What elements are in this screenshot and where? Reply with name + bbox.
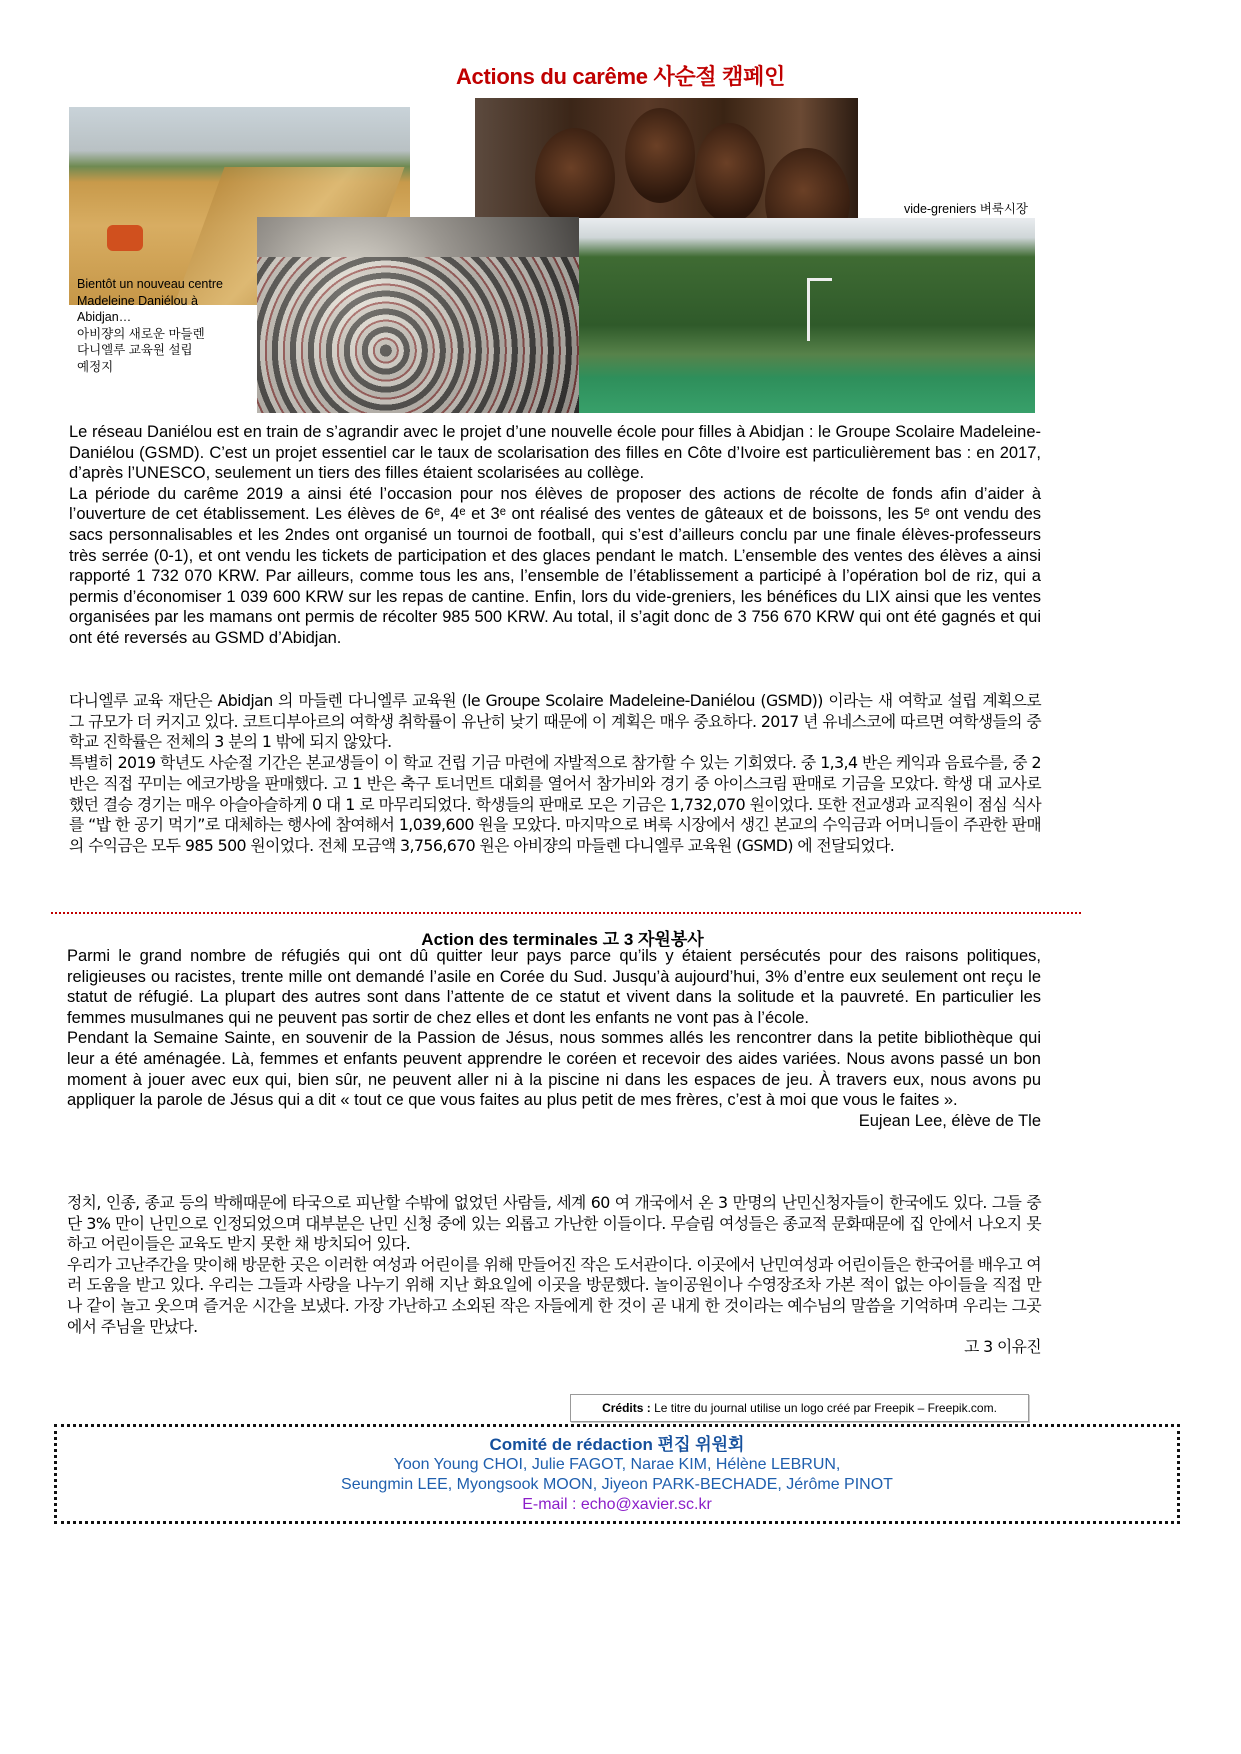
paragraph: Parmi le grand nombre de réfugiés qui ont dû quitter leur pays parce qu’ils y étaient persécutés pour des raisons politiques, religieuses ou racistes, trente mille ont demandé l’asile en Corée du Sud. Jusqu’à aujourd’hui, 3% d’entre eux seulement ont reçu le statut de réfugié. La plupart des autres sont dans l’attente de ce statut et vivent dans la solitude et la pauvreté. En particulier les femmes musulmanes qui ne peuvent pas sortir de chez elles et dont les enfants ne vont pas à l’école. [67, 947, 1041, 1027]
credits-text: Le titre du journal utilise un logo créé par Freepik – Freepik.com. [650, 1401, 997, 1415]
paragraph: 정치, 인종, 종교 등의 박해때문에 타국으로 피난할 수밖에 없었던 사람들, 세계 60 여 개국에서 온 3 만명의 난민신청자들이 한국에도 있다. 그들 중 단 3% 만이 난민으로 인정되었으며 대부분은 난민 신청 중에 있는 외롭고 가난한 이들이다. 무슬림 여성들은 종교적 문화때문에 집 안에서 나오지 못하고 어린이들은 교육도 받지 못한 채 방치되어 있다. [67, 1193, 1041, 1254]
article-terminales-korean [67, 1193, 1041, 1358]
caption-line: 예정지 [77, 359, 114, 374]
committee-members: Yoon Young CHOI, Julie FAGOT, Narae KIM, Hélène LEBRUN, [393, 1456, 841, 1473]
road-roller-shape [107, 225, 143, 251]
editorial-committee-box [54, 1424, 1180, 1524]
paragraph: Le réseau Daniélou est en train de s’agrandir avec le projet d’une nouvelle école pour filles à Abidjan : le Groupe Scolaire Madeleine-Daniélou (GSMD). C’est un projet essentiel car le taux de scolarisation des filles en Côte d’Ivoire est particulièrement bas : en 2017, d’après l’UNESCO, seulement un tiers des filles étaient scolarisées au collège. [69, 423, 1041, 483]
photo-caption-construction [77, 276, 247, 375]
basketball-hoop-shape [807, 278, 832, 341]
paragraph: Pendant la Semaine Sainte, en souvenir de la Passion de Jésus, nous sommes allés les rencontrer dans la petite bibliothèque qui leur a été aménagée. Là, femmes et enfants peuvent apprendre le coréen et recevoir des aides variées. Nous avons passé un bon moment à jouer avec eux qui, bien sûr, ne peuvent aller ni à la piscine ni dans les espaces de jeu. À travers eux, nous avons pu appliquer la parole de Jésus qui a dit « tout ce que vous faites au plus petit de mes frères, c’est à moi que vous le faites ». [67, 1029, 1041, 1110]
page-title: Actions du carême 사순절 캠페인 [455, 64, 786, 89]
paragraph: La période du carême 2019 a ainsi été l’occasion pour nos élèves de proposer des actions de récolte de fonds afin d’aider à l’ouverture de cet établissement. Les élèves de 6ᵉ, 4ᵉ et 3ᵉ ont réalisé des ventes de gâteaux et de boissons, les 5ᵉ ont vendu des sacs personnalisables et les 2ndes ont organisé un tournoi de football, qui s’est d’ailleurs conclu par une finale élèves-professeurs très serrée (0-1), et ont vendu les tickets de participation et des glaces pendant le match. L’ensemble des ventes des élèves a ainsi rapporté 1 732 070 KRW. Par ailleurs, comme tous les ans, l’ensemble de l’établissement a participé à l’opération bol de riz, qui a permis d’économiser 1 039 600 KRW sur les repas de cantine. Enfin, lors du vide-greniers, les bénéfices du LIX ainsi que les ventes organisées par les mamans ont permis de récolter 985 500 KRW. Au total, il s’agit donc de 3 756 670 KRW qui ont été gagnés et qui ont été reversés au GSMD d’Abidjan. [69, 484, 1041, 647]
article-terminales-french [67, 946, 1041, 1131]
paragraph: 우리가 고난주간을 맞이해 방문한 곳은 이러한 여성과 어린이를 위해 만들어진 작은 도서관이다. 이곳에서 난민여성과 어린이들은 한국어를 배우고 여러 도움을 받고 있다. 우리는 그들과 사랑을 나누기 위해 지난 화요일에 이곳을 방문했다. 놀이공원이나 수영장조차 가본 적이 없는 아이들을 직접 만나 같이 놀고 웃으며 즐거운 시간을 보냈다. 가장 가난하고 소외된 작은 자들에게 한 것이 곧 내게 한 것이라는 예수님의 말씀을 기억하며 우리는 그곳에서 주님을 만났다. [67, 1254, 1041, 1336]
caption-line: Bientôt un nouveau centre [77, 277, 223, 291]
face-shape [625, 108, 695, 203]
caption-line: Abidjan… [77, 310, 132, 324]
credits-label: Crédits : [602, 1401, 651, 1415]
vide-greniers-photo [575, 218, 1035, 413]
committee-members: Seungmin LEE, Myongsook MOON, Jiyeon PARK-BECHADE, Jérôme PINOT [341, 1476, 893, 1493]
caption-line: 다니엘루 교육원 설립 [77, 343, 193, 357]
section-title: Action des terminales 고 3 자원봉사 [421, 930, 704, 949]
crowd-shape [257, 257, 579, 413]
section-divider [51, 912, 1081, 914]
photo-caption-vide-greniers: vide-greniers 벼룩시장 [903, 202, 1028, 216]
credits-box [570, 1394, 1029, 1422]
paragraph: 특별히 2019 학년도 사순절 기간은 본교생들이 이 학교 건립 기금 마련에 자발적으로 참가할 수 있는 기회였다. 중 1,3,4 반은 케익과 음료수를, 중 2 반은 직접 꾸미는 에코가방을 판매했다. 고 1 반은 축구 토너먼트 대회를 열어서 참가비와 경기 중 아이스크림 판매로 기금을 모았다. 학생 대 교사로 했던 결승 경기는 매우 아슬아슬하게 0 대 1 로 마무리되었다. 학생들의 판매로 모은 기금은 1,732,070 원이었다. 또한 전교생과 교직원이 점심 식사를 “밥 한 공기 먹기”로 대체하는 행사에 참여해서 1,039,600 원을 모았다. 마지막으로 벼룩 시장에서 생긴 본교의 수익금과 어머니들이 주관한 판매의 수익금은 모두 985 500 원이었다. 전체 모금액 3,756,670 원은 아비쟝의 마들렌 다니엘루 교육원 (GSMD) 에 전달되었다. [69, 753, 1041, 855]
article-lent-korean [69, 691, 1041, 857]
article-lent-french [69, 422, 1041, 649]
email-link[interactable]: E-mail : echo@xavier.sc.kr [522, 1496, 712, 1513]
caption-line: 아비쟝의 새로운 마들렌 [77, 326, 205, 341]
paragraph: 다니엘루 교육 재단은 Abidjan 의 마들렌 다니엘루 교육원 (le Groupe Scolaire Madeleine-Daniélou (GSMD)) 이라는 새 여학교 설립 계획으로 그 규모가 더 커지고 있다. 코트디부아르의 여학생 취학률이 유난히 낮기 때문에 이 계획은 매우 중요하다. 2017 년 유네스코에 따르면 여학생들의 중학교 진학률은 전체의 3 분의 1 밖에 되지 않았다. [69, 691, 1041, 752]
committee-title: Comité de rédaction 편집 위원회 [489, 1435, 745, 1454]
caption-line: Madeleine Daniélou à [77, 293, 198, 308]
students-crowd-photo [257, 217, 579, 413]
author-signature: 고 3 이유진 [964, 1337, 1041, 1357]
author-signature: Eujean Lee, élève de Tle [858, 1111, 1041, 1130]
